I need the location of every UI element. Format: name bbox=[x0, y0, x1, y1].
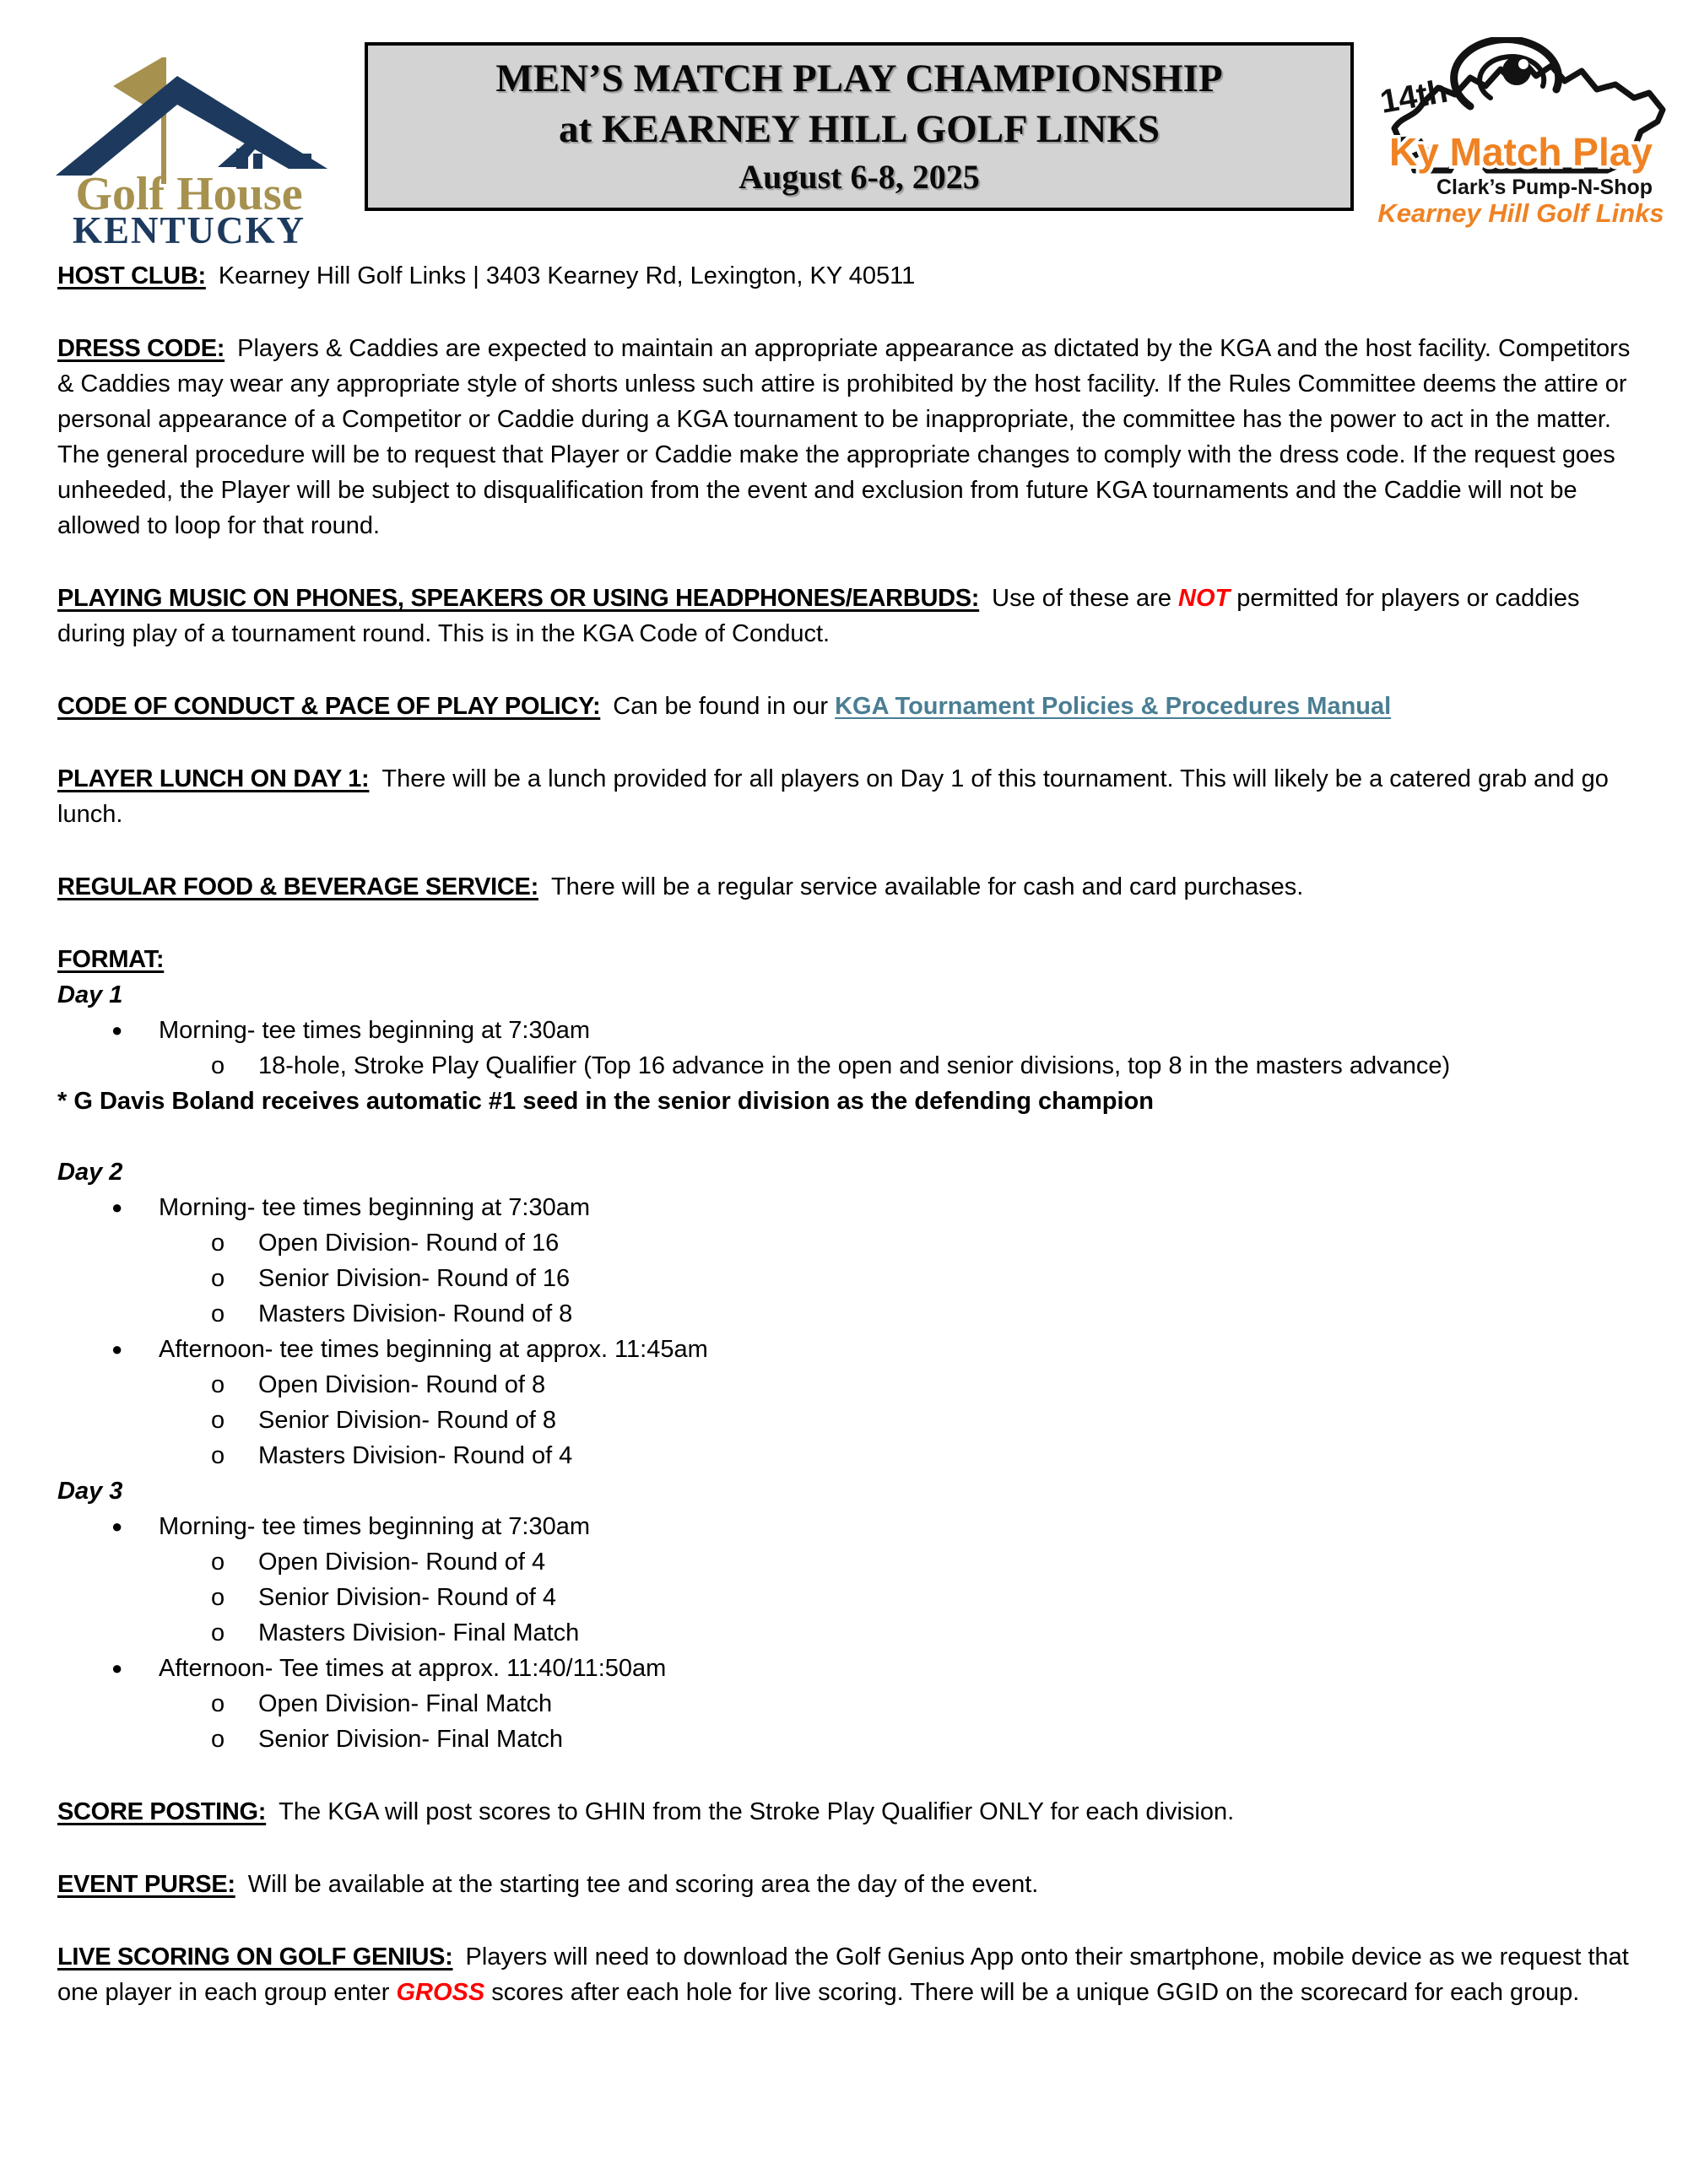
not-emphasis-text: NOT bbox=[1178, 585, 1231, 612]
list-item-text: Open Division- Round of 16 bbox=[258, 1230, 560, 1257]
circle-bullet-icon: o bbox=[211, 1549, 225, 1576]
list-item bbox=[57, 1438, 1632, 1473]
list-item-text: Masters Division- Final Match bbox=[258, 1619, 580, 1646]
sponsor-text: Clark’s Pump-N-Shop bbox=[1436, 176, 1653, 199]
edition-text: 14th bbox=[1377, 73, 1451, 121]
day-3-title: Day 3 bbox=[57, 1478, 123, 1505]
list-item bbox=[57, 1544, 1632, 1580]
golf-house-logo-text: Golf House bbox=[75, 168, 303, 220]
day-1-title: Day 1 bbox=[57, 981, 123, 1008]
format-label: FORMAT: bbox=[57, 946, 165, 973]
circle-bullet-icon: o bbox=[211, 1371, 225, 1398]
window-icon bbox=[253, 154, 262, 169]
list-item-text: 18-hole, Stroke Play Qualifier (Top 16 advance in the open and senior divisions, top 8 in the masters advance) bbox=[258, 1052, 1451, 1079]
host-club-section bbox=[57, 258, 1632, 294]
list-item-text: Masters Division- Round of 4 bbox=[258, 1442, 573, 1469]
gross-emphasis-text: GROSS bbox=[396, 1979, 485, 2006]
document-body bbox=[0, 255, 1688, 2010]
circle-bullet-icon: o bbox=[211, 1052, 225, 1079]
list-item-text: Morning- tee times beginning at 7:30am bbox=[159, 1194, 591, 1221]
title-banner bbox=[365, 42, 1354, 211]
format-section bbox=[57, 942, 1632, 1757]
circle-bullet-icon: o bbox=[211, 1584, 225, 1611]
list-item bbox=[57, 1686, 1632, 1722]
score-posting-text: The KGA will post scores to GHIN from the Stroke Play Qualifier ONLY for each division. bbox=[279, 1798, 1235, 1825]
circle-bullet-icon: o bbox=[211, 1619, 225, 1646]
food-beverage-text: There will be a regular service available for cash and card purchases. bbox=[550, 873, 1304, 900]
list-item bbox=[57, 1013, 1632, 1048]
event-dates: August 6-8, 2025 bbox=[738, 158, 980, 196]
circle-bullet-icon: o bbox=[211, 1690, 225, 1717]
list-item-text: Afternoon- Tee times at approx. 11:40/11:50am bbox=[159, 1655, 667, 1682]
list-item-text: Senior Division- Round of 4 bbox=[258, 1584, 557, 1611]
list-item-text: Open Division- Final Match bbox=[258, 1690, 553, 1717]
ky-match-play-text: Ky Match Play bbox=[1389, 130, 1653, 174]
list-item-text: Morning- tee times beginning at 7:30am bbox=[159, 1513, 591, 1540]
list-item bbox=[57, 1332, 1632, 1367]
bullet-icon: ● bbox=[111, 1516, 123, 1537]
window-icon bbox=[301, 154, 311, 169]
score-posting-label: SCORE POSTING: bbox=[57, 1798, 267, 1825]
circle-bullet-icon: o bbox=[211, 1407, 225, 1434]
list-item bbox=[57, 1261, 1632, 1296]
list-item bbox=[57, 1615, 1632, 1651]
circle-bullet-icon: o bbox=[211, 1726, 225, 1753]
live-scoring-section bbox=[57, 1939, 1632, 2010]
list-item-text: Senior Division- Final Match bbox=[258, 1726, 564, 1753]
player-lunch-section bbox=[57, 761, 1632, 832]
host-club-label: HOST CLUB: bbox=[57, 262, 206, 289]
event-purse-section bbox=[57, 1867, 1632, 1902]
circle-bullet-icon: o bbox=[211, 1265, 225, 1292]
live-scoring-text: Players will need to download the Golf Genius App onto their smartphone, mobile device as we request that one player in each group enter bbox=[57, 1943, 1629, 2006]
dress-code-text: Players & Caddies are expected to maintain an appropriate appearance as dictated by the KGA and the host facility. Competitors & Caddies may wear any appropriate style of shorts unless such attire is prohibited by the host facility. If the Rules Committee deems the attire or personal appearance of a Competitor or Caddie during a KGA tournament to be inappropriate, the committee has the power to act in the matter. The general procedure will be to request that Player or Caddie make the appropriate changes to comply with the dress code. If the request goes unheeded, the Player will be subject to disqualification from the event and exclusion from future KGA tournaments and the Caddie will not be allowed to loop for that round. bbox=[57, 335, 1631, 539]
code-of-conduct-text: Can be found in our bbox=[613, 693, 836, 720]
food-beverage-section bbox=[57, 869, 1632, 905]
document-header bbox=[0, 0, 1688, 255]
bullet-icon: ● bbox=[111, 1657, 123, 1679]
dress-code-label: DRESS CODE: bbox=[57, 335, 225, 362]
score-posting-section bbox=[57, 1794, 1632, 1830]
window-icon bbox=[236, 149, 248, 169]
list-item bbox=[57, 1225, 1632, 1261]
day-3-block bbox=[57, 1473, 1632, 1757]
list-item bbox=[57, 1367, 1632, 1403]
code-of-conduct-section bbox=[57, 689, 1632, 724]
food-beverage-label: REGULAR FOOD & BEVERAGE SERVICE: bbox=[57, 873, 538, 900]
list-item bbox=[57, 1403, 1632, 1438]
list-item-text: Senior Division- Round of 16 bbox=[258, 1265, 571, 1292]
golf-house-kentucky-logo bbox=[49, 42, 327, 246]
day-2-title: Day 2 bbox=[57, 1159, 123, 1186]
code-of-conduct-label: CODE OF CONDUCT & PACE OF PLAY POLICY: bbox=[57, 693, 601, 720]
list-item-text: Morning- tee times beginning at 7:30am bbox=[159, 1017, 591, 1044]
player-lunch-text: There will be a lunch provided for all players on Day 1 of this tournament. This will likely be a catered grab and go lunch. bbox=[57, 765, 1609, 828]
live-scoring-label: LIVE SCORING ON GOLF GENIUS: bbox=[57, 1943, 453, 1970]
list-item bbox=[57, 1296, 1632, 1332]
music-policy-label: PLAYING MUSIC ON PHONES, SPEAKERS OR USING HEADPHONES/EARBUDS: bbox=[57, 585, 980, 612]
bullet-icon: ● bbox=[111, 1338, 123, 1360]
bullet-icon: ● bbox=[111, 1019, 123, 1041]
live-scoring-text-cont: scores after each hole for live scoring. There will be a unique GGID on the scorecard for each group. bbox=[484, 1979, 1580, 2006]
list-item bbox=[57, 1190, 1632, 1225]
list-item-text: Senior Division- Round of 8 bbox=[258, 1407, 557, 1434]
list-item bbox=[57, 1048, 1632, 1084]
circle-bullet-icon: o bbox=[211, 1442, 225, 1469]
list-item bbox=[57, 1580, 1632, 1615]
event-purse-label: EVENT PURSE: bbox=[57, 1871, 235, 1898]
kentucky-logo-text: KENTUCKY bbox=[72, 209, 306, 246]
player-lunch-label: PLAYER LUNCH ON DAY 1: bbox=[57, 765, 370, 792]
list-item bbox=[57, 1509, 1632, 1544]
event-venue: at KEARNEY HILL GOLF LINKS bbox=[558, 107, 1160, 151]
bullet-icon: ● bbox=[111, 1197, 123, 1218]
circle-bullet-icon: o bbox=[211, 1300, 225, 1327]
day-1-block bbox=[57, 977, 1632, 1119]
event-title: MEN’S MATCH PLAY CHAMPIONSHIP bbox=[495, 57, 1223, 100]
day-2-block bbox=[57, 1154, 1632, 1473]
venue-text: Kearney Hill Golf Links bbox=[1377, 198, 1664, 228]
circle-bullet-icon: o bbox=[211, 1230, 225, 1257]
defending-champion-note: * G Davis Boland receives automatic #1 seed in the senior division as the defending champion bbox=[57, 1088, 1154, 1115]
music-policy-text-cont: permitted for players or caddies during play of a tournament round. This is in the KGA Code of Conduct. bbox=[57, 585, 1580, 647]
dress-code-section bbox=[57, 331, 1632, 543]
music-policy-text: Use of these are bbox=[992, 585, 1178, 612]
host-club-text: Kearney Hill Golf Links | 3403 Kearney Rd, Lexington, KY 40511 bbox=[218, 262, 916, 289]
event-purse-text: Will be available at the starting tee and scoring area the day of the event. bbox=[247, 1871, 1039, 1898]
list-item-text: Afternoon- tee times beginning at approx. 11:45am bbox=[159, 1336, 708, 1363]
list-item-text: Open Division- Round of 8 bbox=[258, 1371, 546, 1398]
golf-ball-highlight-icon bbox=[1518, 59, 1528, 69]
ky-match-play-logo bbox=[1344, 37, 1674, 231]
list-item-text: Masters Division- Round of 8 bbox=[258, 1300, 573, 1327]
roof-icon bbox=[56, 76, 327, 176]
list-item-text: Open Division- Round of 4 bbox=[258, 1549, 546, 1576]
kga-manual-link[interactable]: KGA Tournament Policies & Procedures Manual bbox=[835, 693, 1392, 720]
music-policy-section bbox=[57, 581, 1632, 651]
list-item bbox=[57, 1722, 1632, 1757]
list-item bbox=[57, 1651, 1632, 1686]
